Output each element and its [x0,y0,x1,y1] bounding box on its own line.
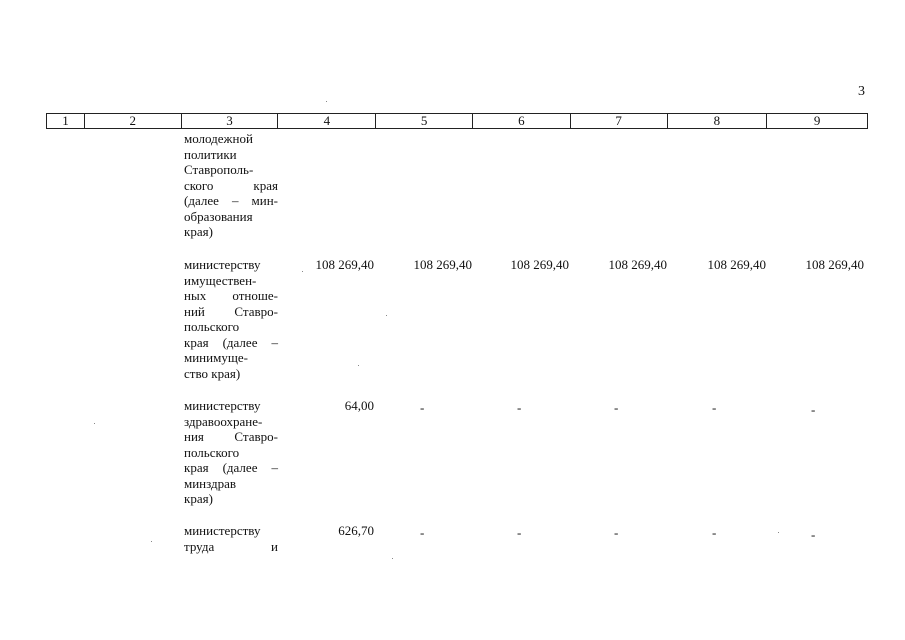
description-line: ных отноше- [184,288,278,303]
description-line: труда и [184,538,278,554]
description-line: края) [184,491,213,506]
description-line: министерству [184,398,261,413]
value-col-9: - [811,402,816,417]
description-line: минздрав [184,475,237,491]
description-line: ния Ставро- [184,429,278,444]
row-description [184,257,278,381]
row-description [184,131,278,240]
scan-speck [94,423,95,424]
description-line: края (далее – [184,334,278,350]
value-col-5: 108 269,40 [413,257,472,272]
description-line: польского [184,444,240,460]
value-col-6: - [517,525,522,540]
header-col-8: 8 [668,114,768,128]
scan-speck [386,315,387,316]
row-description [184,398,278,507]
value-col-7: - [614,525,619,540]
header-col-2: 2 [85,114,182,128]
description-line: здравоохране- [184,413,263,429]
scan-speck [778,532,779,533]
value-col-5: - [420,525,425,540]
value-col-6: 108 269,40 [510,257,569,272]
description-line: министерству [184,257,261,272]
header-col-3: 3 [182,114,279,128]
header-col-5: 5 [376,114,473,128]
header-col-7: 7 [571,114,668,128]
scan-speck [358,365,359,366]
scan-speck [151,541,152,542]
value-col-9: - [811,527,816,542]
value-col-8: 108 269,40 [707,257,766,272]
page-number: 3 [858,84,865,99]
scan-speck [326,101,327,102]
value-col-4: 626,70 [338,523,374,538]
description-line: минимуще- [184,350,248,365]
description-line: имуществен- [184,272,257,288]
value-col-7: - [614,400,619,415]
header-col-1: 1 [47,114,85,128]
value-col-6: - [517,400,522,415]
description-line: молодежной [184,131,253,146]
description-line: Ставрополь- [184,162,254,177]
scan-speck [392,558,393,559]
value-col-8: - [712,400,717,415]
scan-speck [302,271,303,272]
description-line: министерству [184,523,261,538]
description-line: польского [184,319,240,334]
value-col-8: - [712,525,717,540]
value-col-9: 108 269,40 [805,257,864,272]
description-line: ского края [184,177,278,193]
description-line: ний Ставро- [184,303,278,319]
value-col-7: 108 269,40 [608,257,667,272]
header-col-9: 9 [813,113,821,128]
description-line: образования [184,208,253,224]
row-description [184,523,278,554]
description-line: края) [184,224,213,239]
table-header-row [46,113,868,129]
value-col-5: - [420,400,425,415]
header-col-4: 4 [278,114,376,128]
value-col-4: 64,00 [344,398,374,413]
header-col-6: 6 [473,114,571,128]
description-line: политики [184,146,237,162]
value-col-4: 108 269,40 [315,257,374,272]
description-line: (далее – мин- [184,193,278,208]
description-line: ство края) [184,365,241,381]
description-line: края (далее – [184,460,278,475]
